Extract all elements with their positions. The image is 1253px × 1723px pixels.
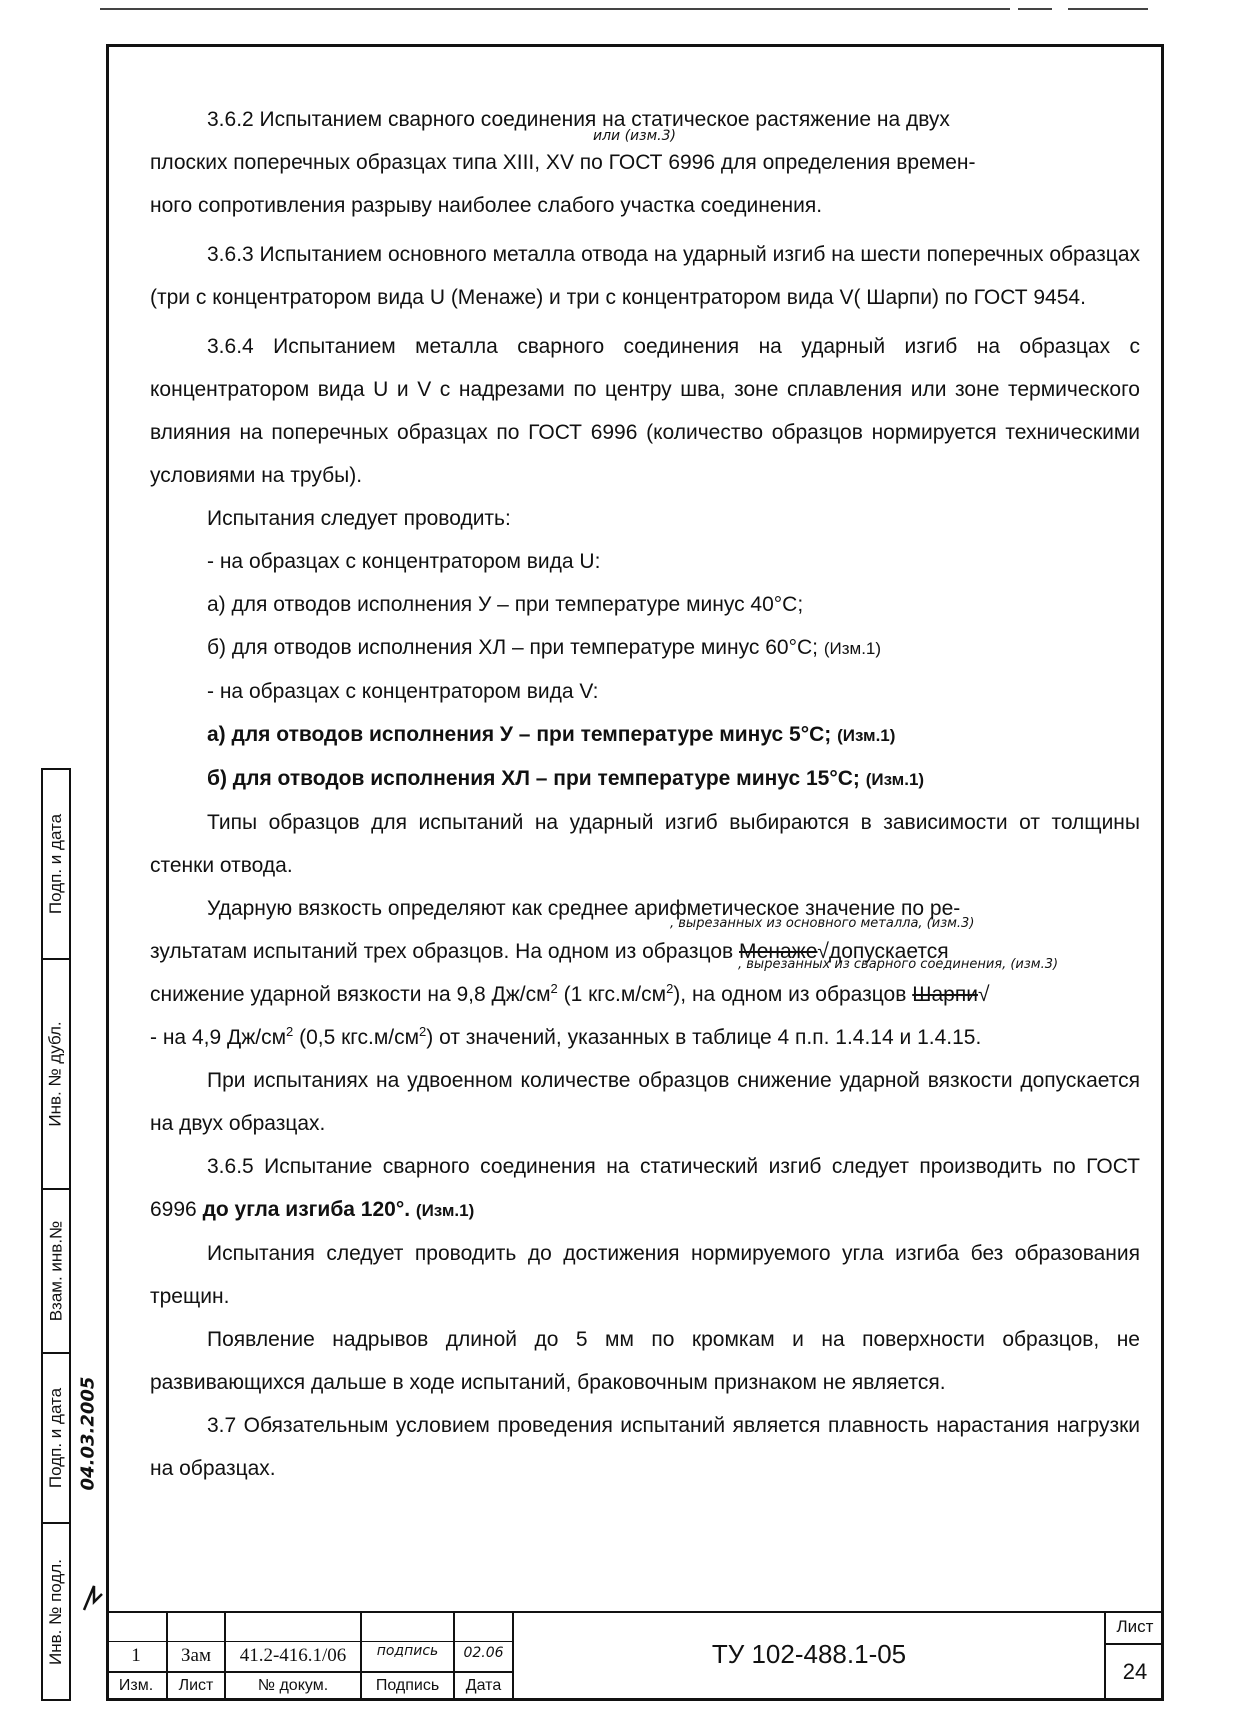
stamp-header-sign: Подпись: [375, 1677, 440, 1694]
para-3-6-4: 3.6.4 Испытанием металла сварного соединения на ударный изгиб на образцах с концентратором вида U и V с надрезами по центру шва, зоне сплавления или зоне термического влияния на поперечных образцах по ГОСТ 6996 (количество образцов нормируется техническими условиями на трубы).: [150, 335, 1140, 487]
stamp-izm-value: 1: [131, 1645, 141, 1666]
sheet-number: 24: [1122, 1659, 1148, 1684]
handwritten-mark: [80, 1580, 106, 1616]
para-3-6-2-line2: плоских поперечных образцах типа XIII, XV по ГОСТ 6996 для определения времен-: [150, 151, 976, 174]
side-label-podp-data-1: Подп. и дата: [46, 813, 66, 915]
stamp-header-list: Лист: [178, 1677, 214, 1694]
para-impact-line3: снижение ударной вязкости на 9,8 $Дж/см^2$ (1 $кгс.м/см^2$), на одном из образцов Шарпи√: [150, 981, 990, 1006]
document-designation: ТУ 102-488.1-05: [711, 1639, 907, 1669]
handwritten-date: 04.03.2005: [77, 1376, 99, 1490]
para-impact-line1: Ударную вязкость определяют как среднее арифметическое значение по ре-: [207, 897, 961, 920]
title-block: [106, 1611, 1164, 1701]
para-impact-line2: зультатам испытаний трех образцов. На одном из образцов Менаже√допускается: [150, 940, 949, 963]
para-types: Типы образцов для испытаний на ударный изгиб выбираются в зависимости от толщины стенки отвода.: [150, 811, 1140, 877]
para-double: При испытаниях на удвоенном количестве образцов снижение ударной вязкости допускается на двух образцах.: [150, 1069, 1140, 1135]
top-rule-dash-2: [1068, 8, 1148, 10]
side-label-podp-data-2: Подп. и дата: [46, 1387, 66, 1489]
stamp-list-value: Зам: [181, 1645, 211, 1666]
stamp-header-izm: Изм.: [118, 1677, 154, 1694]
stamp-doc-value: 41.2-416.1/06: [239, 1645, 347, 1666]
side-label-inv-podl: Инв. № подл.: [46, 1558, 65, 1665]
para-tears: Появление надрывов длиной до 5 мм по кромкам и на поверхности образцов, не развивающихся дальше в ходе испытаний, браковочным признаком не является.: [150, 1328, 1140, 1394]
body-text: 3.6.2 Испытанием сварного соединения на статическое растяжение на двух или (изм.3) плоских поперечных образцах типа XIII, XV по ГОСТ 6996 для определения времен- ного сопротивления разрыву наиболее слабого участка соединения. 3.6.3 Испытанием основного металла отвода на ударный изгиб на шести поперечных образцах (три с концентратором вида U (Менаже) и три с концентратором вида V( Шарпи) по ГОСТ 9454. 3.6.4 Испытанием металла сварного соединения на ударный изгиб на образцах с концентратором вида U и V с надрезами по центру шва, зоне сплавления или зоне термического влияния на поперечных образцах по ГОСТ 6996 (количество образцов нормируется техническими условиями на трубы). Испытания следует проводить: - на образцах с концентратором вида U: а) для отводов исполнения У – при температуре минус 40°С; б) для отводов исполнения ХЛ – при температуре минус 60°С; (Изм.1) - на образцах с концентратором вида V: а) для отводов исполнения У – при температуре минус 5°С; (Изм.1) б) для отводов исполнения ХЛ – при температуре минус 15°С; (Изм.1) Типы образцов для испытаний на ударный изгиб выбираются в зависимости от толщины стенки отвода. Ударную вязкость определяют как среднее арифметическое значение по ре- , вырезанных из основного металла, (изм.3) зультатам испытаний трех образцов. На одном из образцов Менаже√допускается , вырезанных из сварного соединения, (изм.3) снижение ударной вязкости на 9,8 $Дж/см^2$ (1 $кгс.м/см^2$), на одном из образцов Шарпи√ - на 4,9 $Дж/см^2$ (0,5 $кгс.м/см^2$) от значений, указанных в таблице 4 п.п. 1.4.14 и 1.4.15. При испытаниях на удвоенном количестве образцов снижение ударной вязкости допускается на двух образцах. 3.6.5 Испытание сварного соединения на статический изгиб следует производить по ГОСТ 6996 до угла изгиба 120°. (Изм.1) Испытания следует проводить до достижения нормируемого угла изгиба без образования трещин. Появление надрывов длиной до 5 мм по кромкам и на поверхности образцов, не развивающихся дальше в ходе испытаний, браковочным признаком не является. 3.7 Обязательным условием проведения испытаний является плавность нарастания нагрузки на образцах.: [150, 98, 1140, 1490]
para-3-7: 3.7 Обязательным условием проведения испытаний является плавность нарастания нагрузки на образцах.: [150, 1414, 1140, 1480]
para-3-6-5: 3.6.5 Испытание сварного соединения на статический изгиб следует производить по ГОСТ 6996 до угла изгиба 120°. (Изм.1): [150, 1155, 1140, 1221]
sheet-label: Лист: [1116, 1617, 1154, 1636]
side-label-vzam-inv: Взам. инв.№: [46, 1220, 66, 1322]
para-bend: Испытания следует проводить до достижения нормируемого угла изгиба без образования трещин.: [150, 1242, 1140, 1308]
stamp-date-value: 02.06: [463, 1645, 504, 1661]
para-3-6-2-line3: ного сопротивления разрыву наиболее слабого участка соединения.: [150, 194, 823, 217]
list-line-5: - на образцах с концентратором вида V:: [207, 680, 599, 703]
list-line-6: а) для отводов исполнения У – при температуре минус 5°С; (Изм.1): [207, 723, 896, 746]
para-3-6-2-line1: 3.6.2 Испытанием сварного соединения на статическое растяжение на двух: [207, 108, 950, 131]
top-rule: [100, 8, 1010, 10]
list-line-3: а) для отводов исполнения У – при температуре минус 40°С;: [207, 593, 804, 616]
list-line-4: б) для отводов исполнения ХЛ – при температуре минус 60°С; (Изм.1): [207, 636, 882, 659]
para-3-6-3: 3.6.3 Испытанием основного металла отвода на ударный изгиб на шести поперечных образцах (три с концентратором вида U (Менаже) и три с концентратором вида V( Шарпи) по ГОСТ 9454.: [150, 243, 1140, 309]
stamp-header-doc: № докум.: [257, 1677, 329, 1694]
stamp-header-date: Дата: [465, 1677, 502, 1694]
stamp-signature: подпись: [376, 1643, 439, 1659]
list-line-2: - на образцах с концентратором вида U:: [207, 550, 601, 573]
top-rule-dash-1: [1018, 8, 1052, 10]
para-impact-line4: - на 4,9 $Дж/см^2$ (0,5 $кгс.м/см^2$) от значений, указанных в таблице 4 п.п. 1.4.14 и 1.4.15.: [150, 1024, 982, 1049]
list-line-7: б) для отводов исполнения ХЛ – при температуре минус 15°С; (Изм.1): [207, 767, 925, 790]
side-label-inv-dubl: Инв. № дубл.: [46, 1021, 65, 1127]
list-line-1: Испытания следует проводить:: [207, 507, 511, 530]
